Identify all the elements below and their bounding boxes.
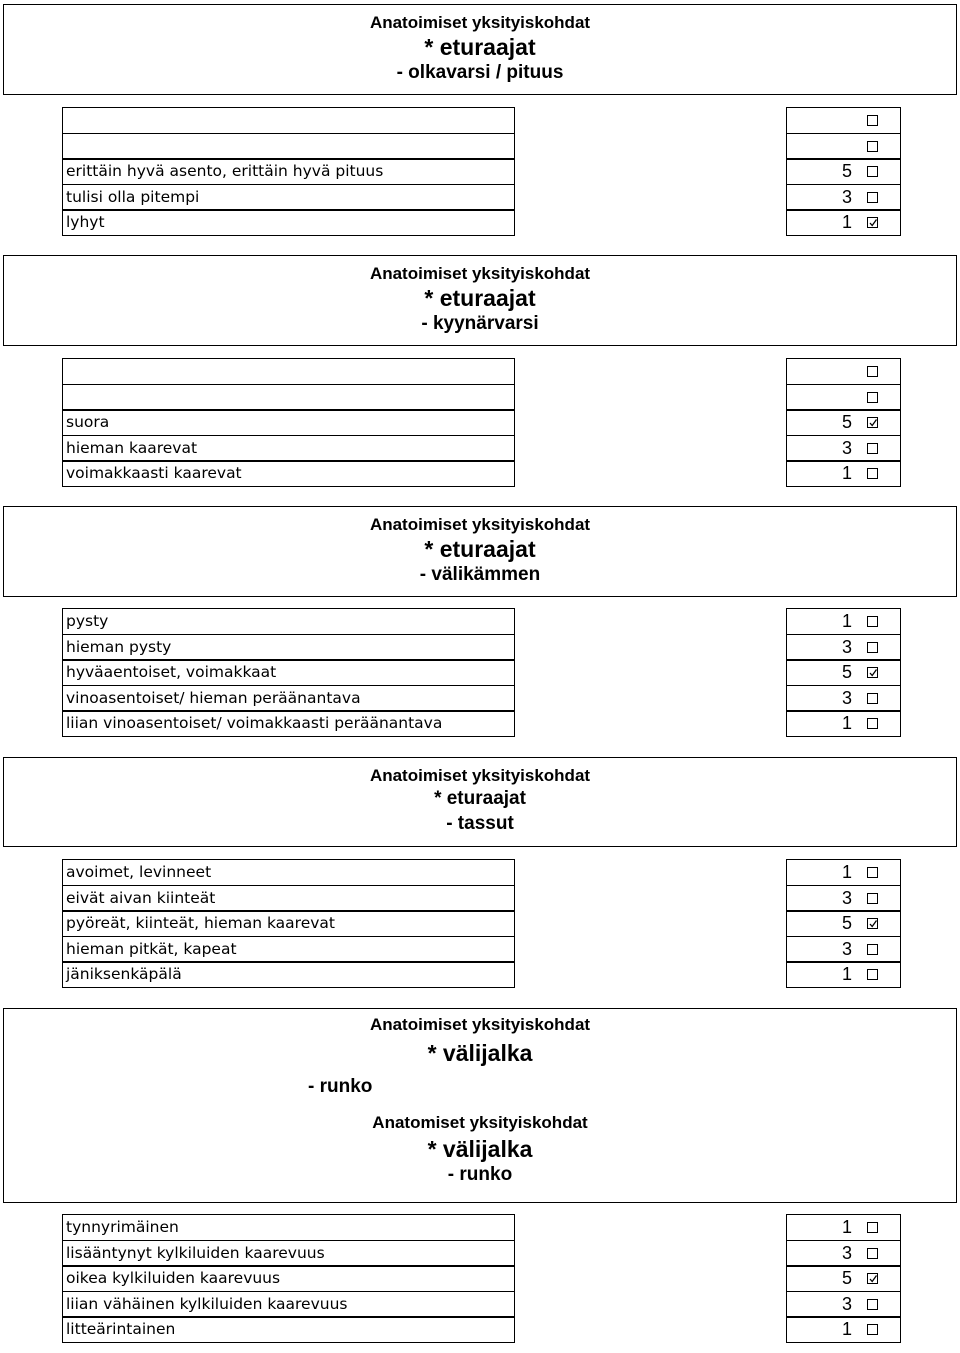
checkbox[interactable] [867, 468, 878, 479]
score-value: 3 [841, 1293, 852, 1314]
score-column [786, 1214, 901, 1343]
score-column [786, 358, 901, 487]
option-label: liian vinoasentoiset/ voimakkaasti peräänantava [62, 710, 515, 737]
score-column [786, 608, 901, 737]
option-label: tynnyrimäinen [62, 1214, 515, 1241]
header-title: Anatoimiset yksityiskohdat [369, 264, 591, 283]
checkbox[interactable] [867, 693, 878, 704]
checkbox[interactable] [867, 1222, 878, 1233]
options-list [62, 608, 515, 737]
score-value: 1 [841, 713, 852, 733]
blank-score-row [786, 384, 901, 411]
option-label: hyväaentoiset, voimakkaat [62, 659, 515, 686]
section-header [3, 757, 957, 847]
blank-score-row [786, 133, 901, 160]
score-value: 3 [841, 636, 852, 657]
section-header [3, 4, 957, 95]
score-value: 5 [841, 1268, 852, 1288]
checkbox[interactable] [867, 115, 878, 126]
header-category-repeat: * välijalka [427, 1136, 533, 1162]
header-subcategory-left: - runko [308, 1076, 373, 1097]
checkbox[interactable] [867, 366, 878, 377]
checkbox[interactable] [867, 616, 878, 627]
option-label: litteärintainen [62, 1316, 515, 1343]
score-row [786, 859, 901, 886]
header-subcategory: - runko [447, 1164, 513, 1185]
score-row [786, 634, 901, 661]
option-label: hieman pysty [62, 634, 515, 661]
checkbox[interactable] [867, 1299, 878, 1310]
score-row [786, 710, 901, 737]
options-list [62, 107, 515, 236]
header-category: * välijalka [427, 1040, 533, 1066]
score-value: 3 [841, 887, 852, 908]
score-row [786, 659, 901, 686]
header-category: * eturaajat [424, 285, 536, 311]
score-value: 1 [841, 463, 852, 483]
score-value: 5 [841, 662, 852, 682]
header-title-repeat: Anatomiset yksityiskohdat [372, 1113, 588, 1132]
option-label: lisääntynyt kylkiluiden kaarevuus [62, 1240, 515, 1267]
checkbox[interactable] [867, 192, 878, 203]
checkbox[interactable] [867, 141, 878, 152]
score-row [786, 685, 901, 712]
header-title: Anatoimiset yksityiskohdat [369, 13, 591, 32]
option-label: jäniksenkäpälä [62, 961, 515, 988]
section-header [3, 255, 957, 346]
checkbox[interactable] [867, 166, 878, 177]
checkbox-checked[interactable] [867, 217, 878, 228]
options-list [62, 1214, 515, 1343]
checkbox[interactable] [867, 718, 878, 729]
option-label: lyhyt [62, 209, 515, 236]
checkbox-checked[interactable] [867, 918, 878, 929]
option-label: suora [62, 409, 515, 436]
score-value: 3 [841, 938, 852, 959]
option-label: pysty [62, 608, 515, 635]
score-value: 1 [841, 212, 852, 232]
blank-score-row [786, 107, 901, 134]
header-category: * eturaajat [434, 788, 526, 809]
score-value: 1 [841, 964, 852, 984]
score-row [786, 1265, 901, 1292]
score-value: 1 [841, 611, 852, 631]
score-row [786, 158, 901, 185]
option-label: tulisi olla pitempi [62, 184, 515, 211]
checkbox-checked[interactable] [867, 1273, 878, 1284]
header-title: Anatoimiset yksityiskohdat [369, 1015, 591, 1034]
header-category: * eturaajat [424, 34, 536, 60]
score-row [786, 885, 901, 912]
score-row [786, 460, 901, 487]
option-label: hieman kaarevat [62, 435, 515, 462]
checkbox[interactable] [867, 1248, 878, 1259]
score-row [786, 608, 901, 635]
score-column [786, 859, 901, 988]
checkbox[interactable] [867, 893, 878, 904]
option-label: vinoasentoiset/ hieman peräänantava [62, 685, 515, 712]
checkbox[interactable] [867, 642, 878, 653]
score-value: 3 [841, 186, 852, 207]
header-category: * eturaajat [424, 536, 536, 562]
score-value: 5 [841, 412, 852, 432]
score-row [786, 936, 901, 963]
score-value: 1 [841, 862, 852, 882]
checkbox[interactable] [867, 944, 878, 955]
option-label: oikea kylkiluiden kaarevuus [62, 1265, 515, 1292]
score-value: 3 [841, 687, 852, 708]
header-subcategory: - olkavarsi / pituus [396, 62, 564, 83]
option-label: liian vähäinen kylkiluiden kaarevuus [62, 1291, 515, 1318]
score-row [786, 409, 901, 436]
score-column [786, 107, 901, 236]
blank-score-row [786, 358, 901, 385]
blank-row [62, 358, 515, 385]
option-label: pyöreät, kiinteät, hieman kaarevat [62, 910, 515, 937]
checkbox-checked[interactable] [867, 667, 878, 678]
blank-row [62, 133, 515, 160]
options-list [62, 859, 515, 988]
score-row [786, 910, 901, 937]
score-row [786, 209, 901, 236]
score-value: 5 [841, 161, 852, 181]
score-value: 1 [841, 1319, 852, 1339]
score-row [786, 1316, 901, 1343]
options-list [62, 358, 515, 487]
option-label: voimakkaasti kaarevat [62, 460, 515, 487]
section-header [3, 506, 957, 597]
option-label: avoimet, levinneet [62, 859, 515, 886]
header-title: Anatoimiset yksityiskohdat [369, 766, 591, 785]
checkbox-checked[interactable] [867, 417, 878, 428]
header-subcategory: - tassut [446, 813, 514, 834]
score-value: 3 [841, 1242, 852, 1263]
score-value: 3 [841, 437, 852, 458]
header-subcategory: - kyynärvarsi [421, 313, 539, 334]
option-label: hieman pitkät, kapeat [62, 936, 515, 963]
score-row [786, 1214, 901, 1241]
score-row [786, 1291, 901, 1318]
header-subcategory: - välikämmen [419, 564, 541, 585]
header-title: Anatoimiset yksityiskohdat [369, 515, 591, 534]
checkbox[interactable] [867, 969, 878, 980]
score-value: 5 [841, 913, 852, 933]
blank-row [62, 107, 515, 134]
checkbox[interactable] [867, 1324, 878, 1335]
checkbox[interactable] [867, 867, 878, 878]
score-row [786, 435, 901, 462]
score-row [786, 184, 901, 211]
blank-row [62, 384, 515, 411]
section-header [3, 1008, 957, 1203]
checkbox[interactable] [867, 443, 878, 454]
option-label: eivät aivan kiinteät [62, 885, 515, 912]
score-row [786, 1240, 901, 1267]
option-label: erittäin hyvä asento, erittäin hyvä pituus [62, 158, 515, 185]
score-value: 1 [841, 1217, 852, 1237]
score-row [786, 961, 901, 988]
checkbox[interactable] [867, 392, 878, 403]
